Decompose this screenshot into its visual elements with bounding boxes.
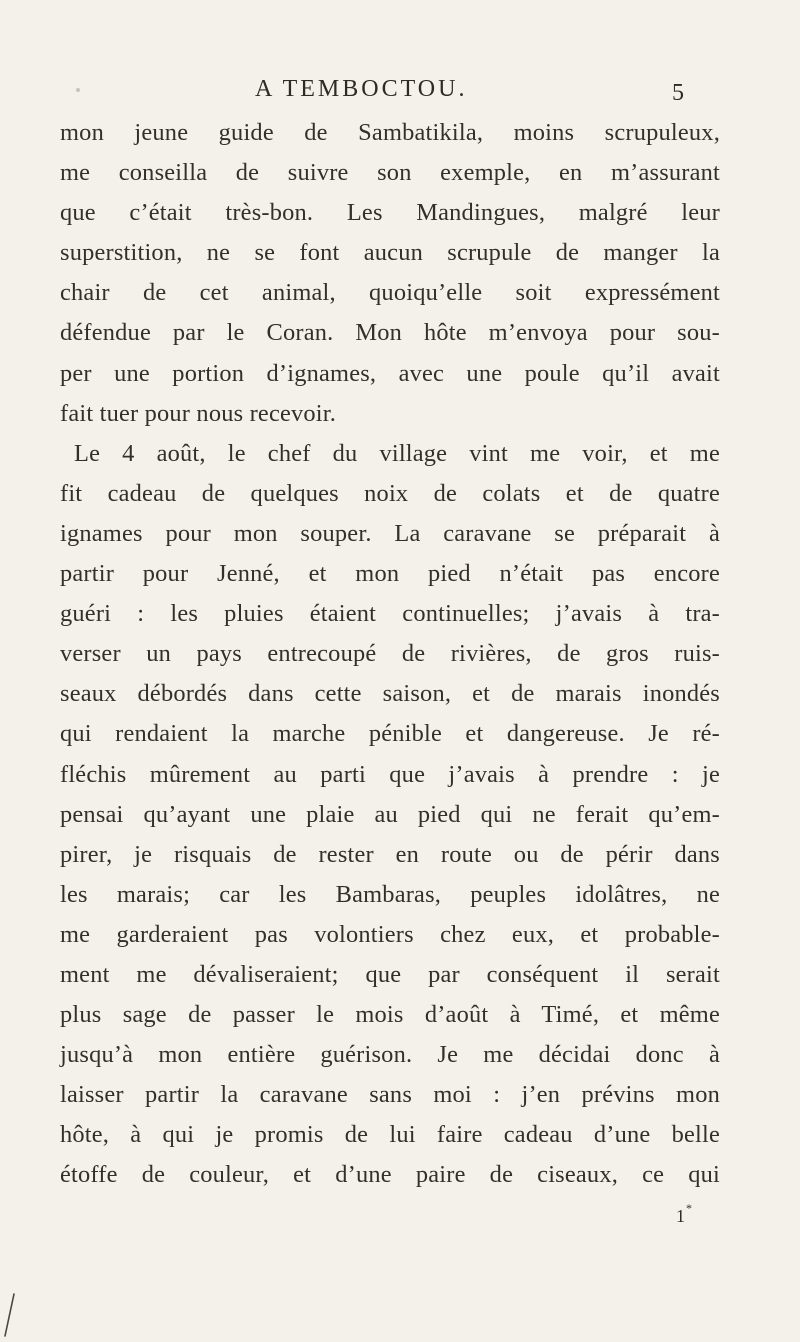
text-line: me garderaient pas volontiers chez eux, et probable- bbox=[60, 920, 720, 948]
text-line: me conseilla de suivre son exemple, en m’assurant bbox=[60, 159, 720, 187]
text-line: laisser partir la caravane sans moi : j’en prévins mon bbox=[60, 1081, 720, 1109]
text-line: superstition, ne se font aucun scrupule de manger la bbox=[60, 239, 720, 267]
text-line: verser un pays entrecoupé de rivières, de gros ruis- bbox=[60, 640, 720, 668]
text-line: jusqu’à mon entière guérison. Je me décidai donc à bbox=[60, 1041, 720, 1069]
signature-star: * bbox=[686, 1201, 692, 1215]
text-line: les marais; car les Bambaras, peuples idolâtres, ne bbox=[60, 880, 720, 908]
text-line: que c’était très-bon. Les Mandingues, malgré leur bbox=[60, 199, 720, 227]
text-line: fait tuer pour nous recevoir. bbox=[60, 399, 337, 427]
text-line: mon jeune guide de Sambatikila, moins scrupuleux, bbox=[60, 119, 720, 146]
text-line: étoffe de couleur, et d’une paire de ciseaux, ce qui bbox=[60, 1161, 720, 1189]
text-line: qui rendaient la marche pénible et dangereuse. Je ré- bbox=[60, 720, 720, 748]
text-line: seaux débordés dans cette saison, et de marais inondés bbox=[60, 680, 720, 708]
text-line: pensai qu’ayant une plaie au pied qui ne ferait qu’em- bbox=[60, 800, 720, 828]
text-line: hôte, à qui je promis de lui faire cadeau d’une belle bbox=[60, 1121, 720, 1149]
text-line: fléchis mûrement au parti que j’avais à prendre : je bbox=[60, 760, 720, 788]
text-line: chair de cet animal, quoiqu’elle soit expressément bbox=[60, 279, 720, 307]
page-number: 5 bbox=[672, 80, 684, 106]
pencil-slash-mark bbox=[2, 1292, 16, 1338]
text-line: guéri : les pluies étaient continuelles; j’avais à tra- bbox=[60, 600, 720, 628]
text-line: per une portion d’ignames, avec une poule qu’il avait bbox=[60, 359, 720, 387]
text-line: fit cadeau de quelques noix de colats et de quatre bbox=[60, 479, 720, 507]
text-line: Le 4 août, le chef du village vint me voir, et me bbox=[74, 439, 720, 467]
signature-number: 1 bbox=[676, 1206, 685, 1226]
text-line: partir pour Jenné, et mon pied n’était pas encore bbox=[60, 560, 720, 588]
running-head: A TEMBOCTOU. bbox=[255, 76, 468, 102]
body-text bbox=[60, 113, 720, 1196]
text-line: plus sage de passer le mois d’août à Timé, et même bbox=[60, 1001, 720, 1029]
text-line: défendue par le Coran. Mon hôte m’envoya pour sou- bbox=[60, 319, 720, 347]
signature-mark bbox=[676, 1201, 692, 1227]
text-line: ment me dévaliseraient; que par conséquent il serait bbox=[60, 960, 720, 988]
text-line: pirer, je risquais de rester en route ou de périr dans bbox=[60, 840, 720, 868]
text-line: ignames pour mon souper. La caravane se préparait à bbox=[60, 519, 720, 547]
paper-speck bbox=[76, 88, 80, 92]
